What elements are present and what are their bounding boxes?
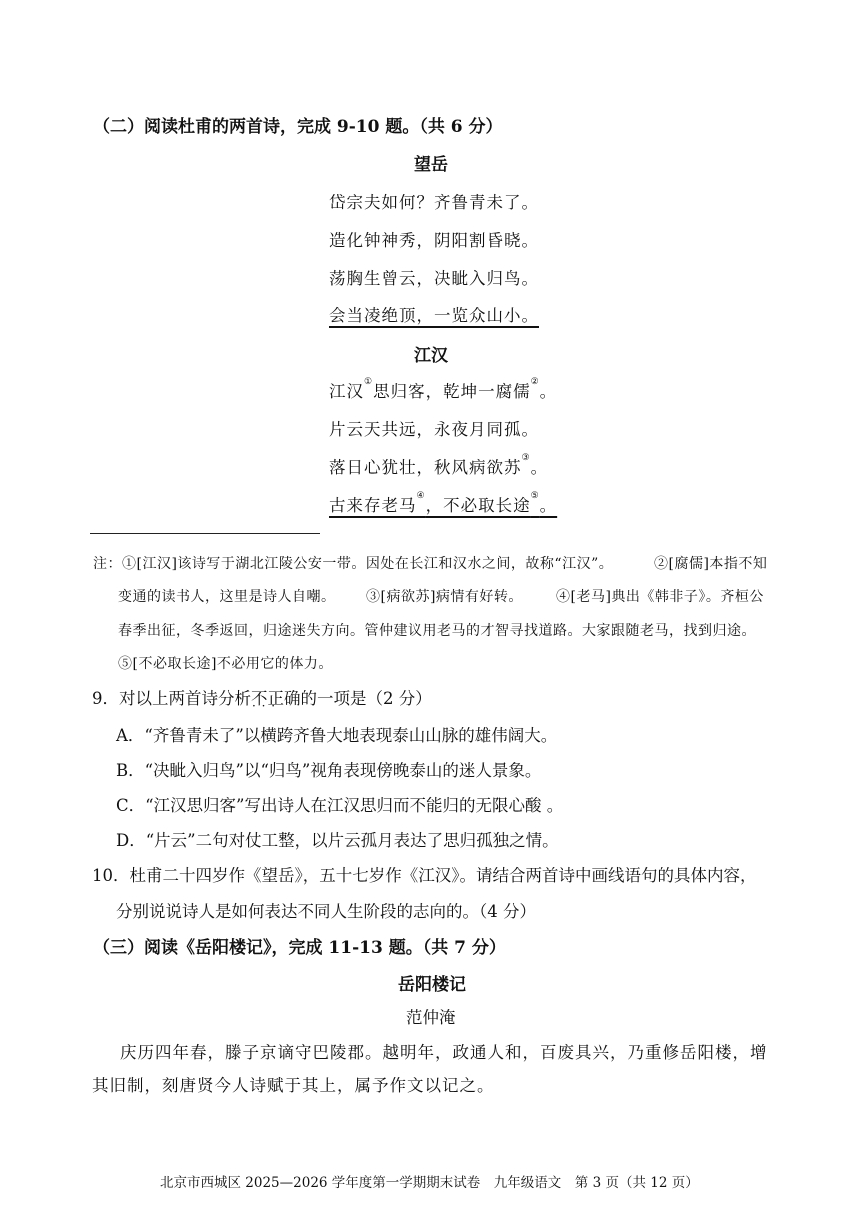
q9-stem-part-a: 9．对以上两首诗分析 [92,689,251,708]
footnote-marker-3: ③ [521,453,531,463]
q9-option-b: B．“决眦入归鸟”以“归鸟”视角表现傍晚泰山的迷人景象。 [116,761,542,780]
q9-option-c: C．“江汉思归客”写出诗人在江汉思归而不能归的无限心酸 。 [116,796,564,815]
page-footer: 北京市西城区 2025—2026 学年度第一学期期末试卷 九年级语文 第 3 页（共 12 页） [160,1175,699,1191]
poem2-line-1-part-c: 。 [539,382,558,401]
q9-option-d: D．“片云”二句对仗工整，以片云孤月表达了思归孤独之情。 [116,831,559,850]
question-10-line-2: 分别说说诗人是如何表达不同人生阶段的志向的。（4 分） [116,902,536,921]
note-line-2b: ③[病欲苏]病情有好转。 [366,589,523,605]
footnote-marker-1: ① [364,377,374,387]
footnote-marker-2: ② [530,377,540,387]
question-9-stem [92,685,432,709]
essay-title: 岳阳楼记 [398,975,466,995]
note-line-1b: ②[腐儒]本指不知 [654,556,768,572]
poem2-line-4-part-b: ，不必取长途 [425,496,531,515]
essay-paragraph-line-1: 庆历四年春，滕子京谪守巴陵郡。越明年，政通人和，百废具兴，乃重修岳阳楼，增 [120,1043,768,1062]
poem2-line-3 [329,454,548,478]
footnote-marker-5: ⑤ [530,491,540,501]
poem2-line-3-part-b: 。 [530,458,549,477]
note-line-4: ⑤[不必取长途]不必用它的体力。 [118,656,333,672]
poem2-line-4-part-a: 古来存老马 [329,496,417,515]
note-line-1a: 注：①[江汉]该诗写于湖北江陵公安一带。因处在长江和汉水之间，故称“江汉”。 [93,556,614,572]
question-10-line-1: 10．杜甫二十四岁作《望岳》，五十七岁作《江汉》。请结合两首诗中画线语句的具体内容， [92,866,757,885]
footnote-divider [90,533,320,534]
q9-emphasis-not-correct: 不正确 · · · [251,685,301,709]
poem2-line-2: 片云天共远，永夜月同孤。 [329,420,539,439]
section-3-heading: （三）阅读《岳阳楼记》，完成 11-13 题。（共 7 分） [93,938,506,958]
poem1-line-4-underlined: 会当凌绝顶，一览众山小。 [329,306,539,325]
q9-stem-part-b: 的一项是（2 分） [300,689,432,708]
poem1-line-2: 造化钟神秀，阴阳割昏晓。 [329,231,539,250]
poem2-line-1-part-b: 思归客，乾坤一腐儒 [373,382,531,401]
poem1-line-1: 岱宗夫如何？齐鲁青未了。 [329,193,539,212]
poem1-title: 望岳 [414,155,448,175]
note-line-2c: ④[老马]典出《韩非子》。齐桓公 [556,589,764,605]
section-2-heading: （二）阅读杜甫的两首诗，完成 9-10 题。（共 6 分） [93,117,503,137]
poem2-line-3-part-a: 落日心犹壮，秋风病欲苏 [329,458,522,477]
poem2-line-4-underlined [329,492,557,516]
poem2-line-1-part-a: 江汉 [329,382,364,401]
q9-option-a: A．“齐鲁青未了”以横跨齐鲁大地表现泰山山脉的雄伟阔大。 [116,726,558,745]
essay-paragraph-line-2: 其旧制，刻唐贤今人诗赋于其上，属予作文以记之。 [92,1076,495,1095]
note-line-2a: 变通的读书人，这里是诗人自嘲。 [118,589,336,605]
essay-author: 范仲淹 [406,1008,456,1027]
poem2-title: 江汉 [414,346,448,366]
poem1-line-3: 荡胸生曾云，决眦入归鸟。 [329,269,539,288]
note-line-3: 春季出征，冬季返回，归途迷失方向。管仲建议用老马的才智寻找道路。大家跟随老马，找到归途。 [118,623,756,639]
poem2-line-4-part-c: 。 [539,496,558,515]
footnote-marker-4: ④ [416,491,426,501]
poem2-line-1 [329,378,557,402]
